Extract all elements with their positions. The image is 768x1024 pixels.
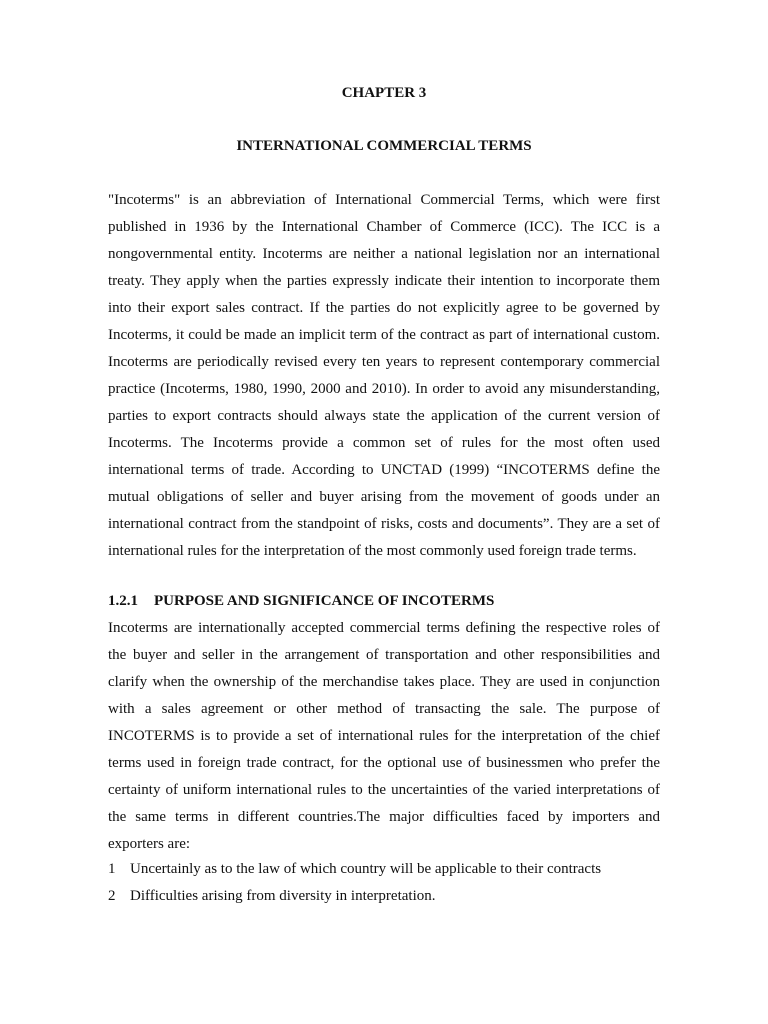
section-title: PURPOSE AND SIGNIFICANCE OF INCOTERMS — [154, 593, 495, 609]
section-number: 1.2.1 — [108, 593, 138, 609]
list-item — [108, 856, 660, 883]
section-heading — [108, 591, 660, 611]
list-item-text: Difficulties arising from diversity in interpretation. — [130, 888, 436, 904]
chapter-label: CHAPTER 3 — [341, 85, 427, 101]
section-paragraph: Incoterms are internationally accepted commercial terms defining the respective roles of the buyer and seller in the arrangement of transportation and other responsibilities and clarify when the ownership of the merchandise takes place. They are used in conjunction with a sales agreement or other method of transacting the sale. The purpose of INCOTERMS is to provide a set of international rules for the interpretation of the chief terms used in foreign trade contract, for the optional use of businessmen who prefer the certainty of uniform international rules to the uncertainties of the varied interpretations of the same terms in different countries.The major difficulties faced by importers and exporters are: — [108, 620, 660, 852]
list-item — [108, 883, 660, 910]
page-title: INTERNATIONAL COMMERCIAL TERMS — [236, 138, 532, 154]
list-item-number: 2 — [108, 888, 116, 904]
list-item-number: 1 — [108, 861, 116, 877]
intro-paragraph: "Incoterms" is an abbreviation of International Commercial Terms, which were first published in 1936 by the International Chamber of Commerce (ICC). The ICC is a nongovernmental entity. Incoterms are neither a national legislation nor an international treaty. They apply when the parties expressly indicate their intention to incorporate them into their export sales contract. If the parties do not explicitly agree to be governed by Incoterms, it could be made an implicit term of the contract as part of international custom. Incoterms are periodically revised every ten years to represent contemporary commercial practice (Incoterms, 1980, 1990, 2000 and 2010). In order to avoid any misunderstanding, parties to export contracts should always state the application of the current version of Incoterms. The Incoterms provide a common set of rules for the most often used international terms of trade. According to UNCTAD (1999) “INCOTERMS define the mutual obligations of seller and buyer arising from the movement of goods under an international contract from the standpoint of risks, costs and documents”. They are a set of international rules for the interpretation of the most commonly used foreign trade terms. — [108, 192, 660, 559]
difficulties-list — [108, 856, 660, 910]
list-item-text: Uncertainly as to the law of which country will be applicable to their contracts — [130, 861, 602, 877]
